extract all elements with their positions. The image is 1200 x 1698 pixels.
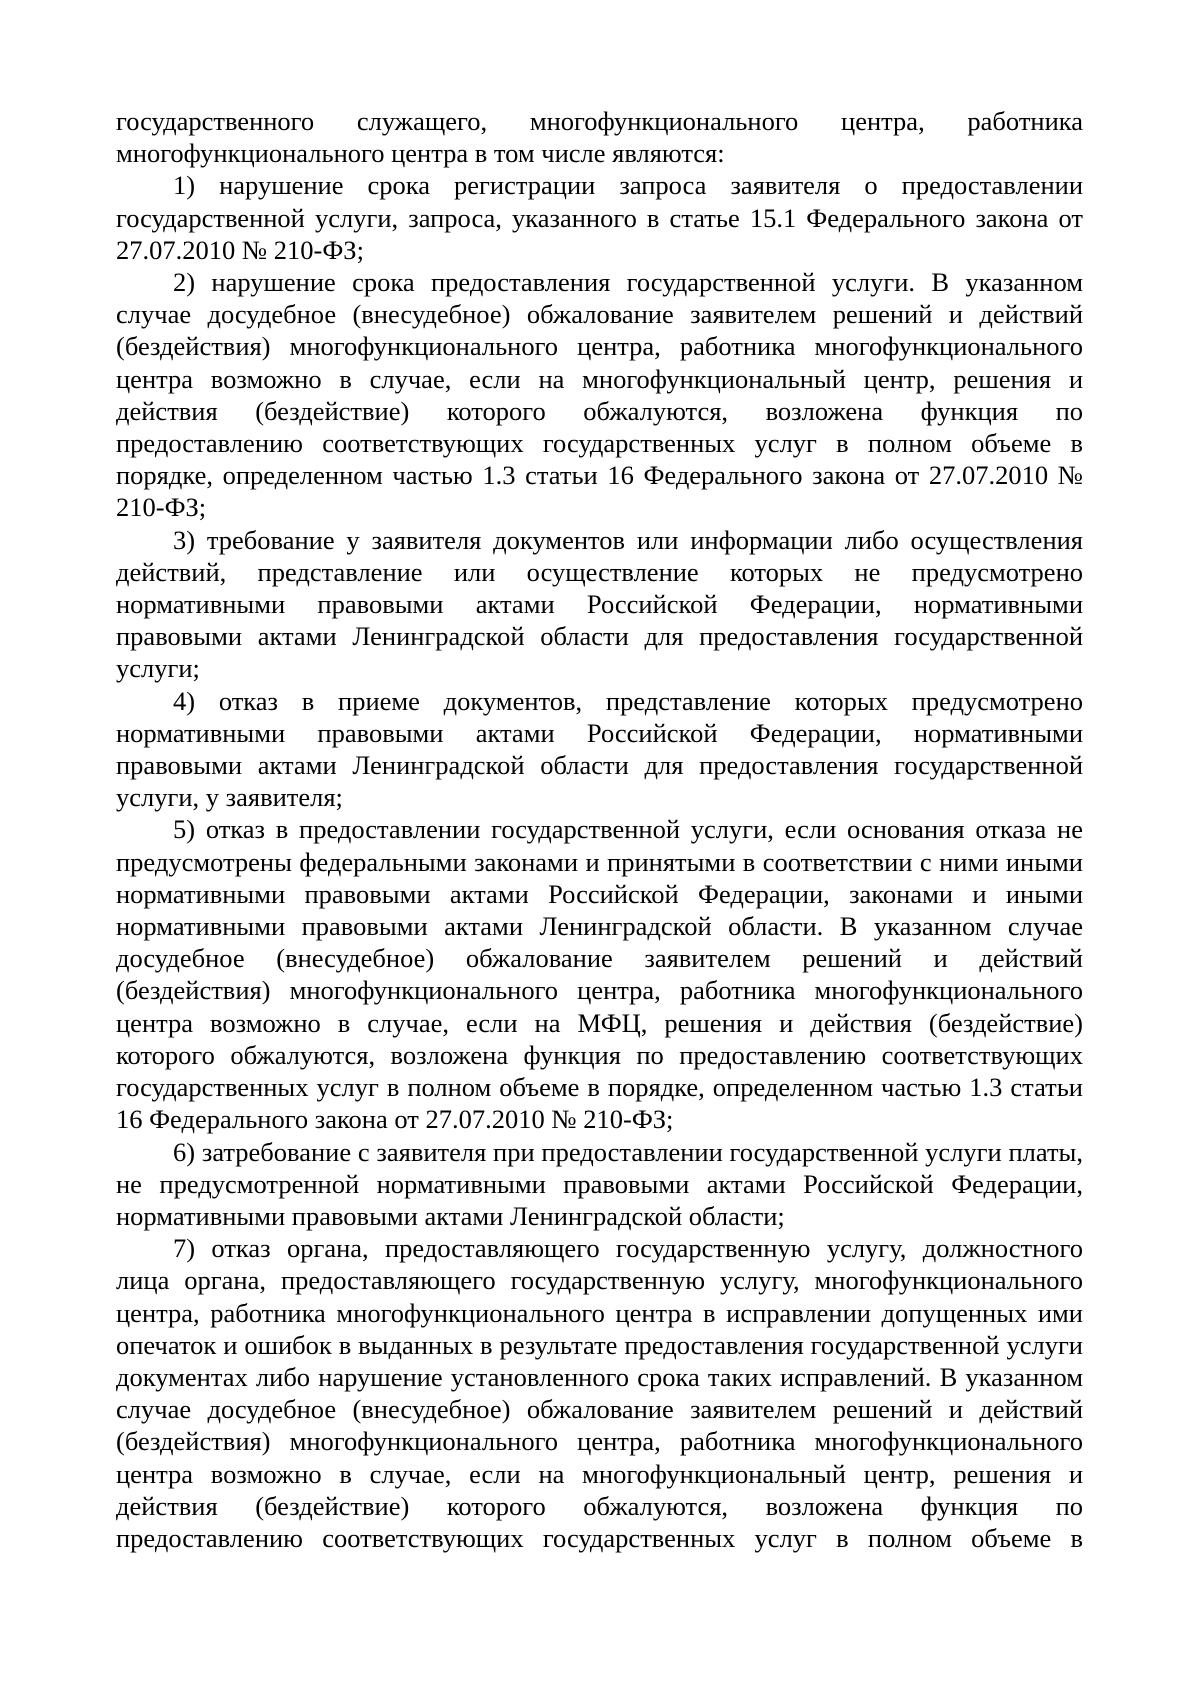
paragraph-item-4: 4) отказ в приеме документов, представление которых предусмотрено нормативными правовыми актами Российской Федерации, нормативными правовыми актами Ленинградской области для предоставления государственной услуги, у заявителя; — [116, 685, 1083, 813]
paragraph-item-6: 6) затребование с заявителя при предоставлении государственной услуги платы, не предусмотренной нормативными правовыми актами Российской Федерации, нормативными правовыми актами Ленинградской области; — [116, 1136, 1083, 1231]
document-page — [116, 105, 1083, 1554]
paragraph-item-1: 1) нарушение срока регистрации запроса заявителя о предоставлении государственной услуги, запроса, указанного в статье 15.1 Федерального закона от 27.07.2010 № 210-ФЗ; — [116, 170, 1083, 265]
paragraph-item-3: 3) требование у заявителя документов или информации либо осуществления действий, представление или осуществление которых не предусмотрено нормативными правовыми актами Российской Федерации, нормативными правовыми актами Ленинградской области для предоставления государственной услуги; — [116, 524, 1083, 684]
paragraph-item-2: 2) нарушение срока предоставления государственной услуги. В указанном случае досудебное (внесудебное) обжалование заявителем решений и действий (бездействия) многофункционального центра, работника многофункционального центра возможно в случае, если на многофункциональный центр, решения и действия (бездействие) которого обжалуются, возложена функция по предоставлению соответствующих государственных услуг в полном объеме в порядке, определенном частью 1.3 статьи 16 Федерального закона от 27.07.2010 № 210-ФЗ; — [116, 267, 1083, 523]
paragraph-item-5: 5) отказ в предоставлении государственной услуги, если основания отказа не предусмотрены федеральными законами и принятыми в соответствии с ними иными нормативными правовыми актами Российской Федерации, законами и иными нормативными правовыми актами Ленинградской области. В указанном случае досудебное (внесудебное) обжалование заявителем решений и действий (бездействия) многофункционального центра, работника многофункционального центра возможно в случае, если на МФЦ, решения и действия (бездействие) которого обжалуются, возложена функция по предоставлению соответствующих государственных услуг в полном объеме в порядке, определенном частью 1.3 статьи 16 Федерального закона от 27.07.2010 № 210-ФЗ; — [116, 814, 1083, 1135]
paragraph-item-7: 7) отказ органа, предоставляющего государственную услугу, должностного лица органа, предоставляющего государственную услугу, многофункционального центра, работника многофункционального центра в исправлении допущенных ими опечаток и ошибок в выданных в результате предоставления государственной услуги документах либо нарушение установленного срока таких исправлений. В указанном случае досудебное (внесудебное) обжалование заявителем решений и действий (бездействия) многофункционального центра, работника многофункционального центра возможно в случае, если на многофункциональный центр, решения и действия (бездействие) которого обжалуются, возложена функция по предоставлению соответствующих государственных услуг в полном объеме в — [116, 1233, 1083, 1553]
paragraph-intro-continuation: государственного служащего, многофункционального центра, работника многофункционального центра в том числе являются: — [116, 106, 1083, 169]
